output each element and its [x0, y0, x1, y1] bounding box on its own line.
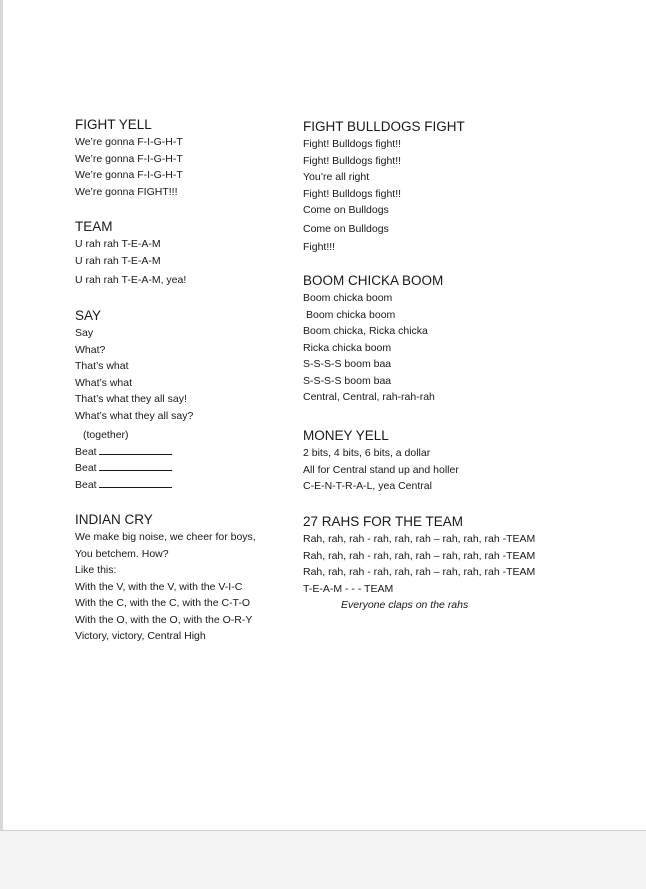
cheer-line: That’s what they all say! [75, 393, 187, 405]
cheer-line: Like this: [75, 564, 117, 576]
section-fight-bulldogs-fight [303, 118, 465, 256]
page-edge-shadow [0, 0, 3, 888]
cheer-line: Rah, rah, rah - rah, rah, rah – rah, rah, rah -TEAM [303, 566, 536, 578]
cheer-line: C-E-N-T-R-A-L, yea Central [303, 480, 432, 492]
cheer-line: With the C, with the C, with the C-T-O [75, 597, 251, 609]
beat-line [75, 444, 193, 461]
section-title: BOOM CHICKA BOOM [303, 273, 444, 288]
cheer-line: Fight! Bulldogs fight!! [303, 154, 402, 167]
cheer-line: That’s what [75, 360, 129, 372]
section-title: FIGHT BULLDOGS FIGHT [303, 119, 465, 134]
cheer-line: U rah rah T-E-A-M [75, 254, 161, 267]
cheer-line: What’s what they all say? [75, 409, 194, 422]
beat-line [75, 460, 193, 477]
cheer-line: Boom chicka boom [306, 308, 396, 321]
cheer-line: Come on Bulldogs [303, 222, 389, 235]
cheer-line: Victory, victory, Central High [75, 630, 206, 642]
section-team [75, 218, 186, 289]
section-say [75, 307, 193, 493]
section-title: SAY [75, 308, 102, 323]
cheer-line: (together) [83, 429, 129, 441]
cheer-line: Beat [75, 445, 97, 458]
cheer-line: Say [75, 327, 94, 339]
fill-in-blank [99, 461, 172, 471]
cheer-line: Beat [75, 478, 97, 491]
cheer-line: U rah rah T-E-A-M, yea! [75, 274, 187, 286]
cheer-line: All for Central stand up and holler [303, 463, 459, 476]
cheer-line: Rah, rah, rah - rah, rah, rah – rah, rah, rah -TEAM [303, 549, 536, 562]
cheer-line: Beat [75, 462, 97, 474]
cheer-line: U rah rah T-E-A-M [75, 238, 161, 250]
cheer-line: What? [75, 343, 106, 356]
fill-in-blank [99, 445, 172, 455]
cheer-line: We’re gonna F-I-G-H-T [75, 169, 183, 181]
cheer-line: With the V, with the V, with the V-I-C [75, 580, 243, 593]
cheer-line: T-E-A-M - - - TEAM [303, 582, 394, 595]
fill-in-blank [99, 478, 172, 488]
section-title: TEAM [75, 219, 113, 234]
cheer-line: We make big noise, we cheer for boys, [75, 531, 256, 543]
cheer-line: Fight! Bulldogs fight!! [303, 187, 402, 200]
cheer-line: What’s what [75, 376, 132, 389]
cheer-line: Ricka chicka boom [303, 341, 392, 354]
cheer-line: You betchem. How? [75, 547, 169, 560]
cheer-note: Everyone claps on the rahs [341, 599, 469, 611]
cheer-line: 2 bits, 4 bits, 6 bits, a dollar [303, 447, 431, 459]
section-indian-cry [75, 511, 256, 645]
cheer-line: You’re all right [303, 171, 370, 183]
cheer-line: Boom chicka boom [303, 292, 393, 304]
section-title: MONEY YELL [303, 428, 389, 443]
section-boom-chicka-boom [303, 272, 443, 406]
section-title: 27 RAHS FOR THE TEAM [303, 514, 464, 529]
cheer-line: Come on Bulldogs [303, 204, 389, 216]
cheer-line: Fight! Bulldogs fight!! [303, 138, 402, 150]
cheer-line: S-S-S-S boom baa [303, 358, 392, 370]
section-27-rahs [303, 513, 535, 614]
cheer-line: S-S-S-S boom baa [303, 374, 392, 387]
cheer-line: Boom chicka, Ricka chicka [303, 325, 428, 337]
section-fight-yell [75, 116, 183, 200]
beat-line [75, 477, 193, 494]
cheer-line: Fight!!! [303, 241, 336, 253]
cheer-line: Rah, rah, rah - rah, rah, rah – rah, rah, rah -TEAM [303, 533, 536, 545]
section-title: FIGHT YELL [75, 117, 152, 132]
cheer-line: We’re gonna FIGHT!!! [75, 185, 178, 198]
cheer-line: Central, Central, rah-rah-rah [303, 391, 435, 403]
cheer-line: We’re gonna F-I-G-H-T [75, 136, 183, 148]
scan-bottom-edge [0, 830, 646, 889]
cheer-line: We’re gonna F-I-G-H-T [75, 152, 183, 165]
section-money-yell [303, 427, 459, 495]
cheer-line: With the O, with the O, with the O-R-Y [75, 613, 253, 626]
section-title: INDIAN CRY [75, 512, 153, 527]
